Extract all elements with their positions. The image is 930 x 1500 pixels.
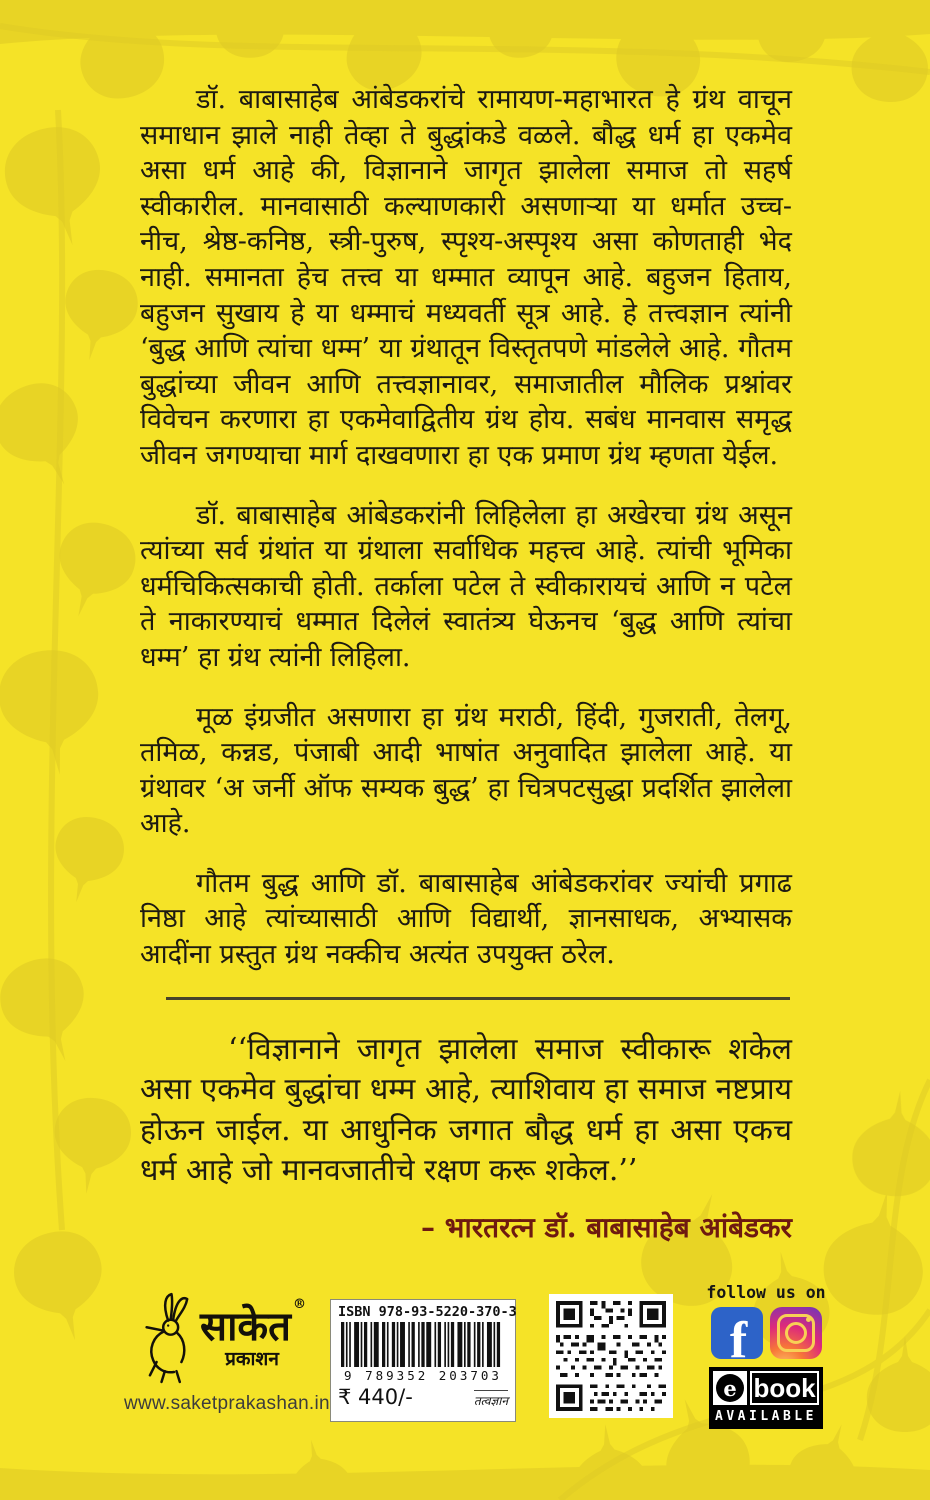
blurb-paragraph-1: डॉ. बाबासाहेब आंबेडकरांचे रामायण-महाभारत हे ग्रंथ वाचून समाधान झाले नाही तेव्हा ते बुद्धांकडे वळले. बौद्ध धर्म हा एकमेव असा धर्म आहे की, विज्ञानाने जागृत झालेला समाज तो सहर्ष स्वीकारील. मानवासाठी कल्याणकारी असणाऱ्या या धर्मात उच्च-नीच, श्रेष्ठ-कनिष्ठ, स्त्री-पुरुष, स्पृश्य-अस्पृश्य असा कोणताही भेद नाही. समानता हेच तत्त्व या धम्मात व्यापून आहे. बहुजन हिताय, बहुजन सुखाय हे या धम्माचं मध्यवर्ती सूत्र आहे. हे तत्त्वज्ञान त्यांनी ‘बुद्ध आणि त्यांचा धम्म’ या ग्रंथातून विस्तृतपणे मांडलेले आहे. गौतम बुद्धांच्या जीवन आणि तत्त्वज्ञानावर, समाजातील मौलिक प्रश्नांवर विवेचन करणारा हा एकमेवाद्वितीय ग्रंथ होय. सबंध मानवास समृद्ध जीवन जगण्याचा मार्ग दाखवणारा हा एक प्रमाण ग्रंथ म्हणता येईल. — [140, 84, 792, 471]
blurb-paragraph-2: डॉ. बाबासाहेब आंबेडकरांनी लिहिलेला हा अखेरचा ग्रंथ असून त्यांच्या सर्व ग्रंथांत या ग्रंथाला सर्वाधिक महत्त्व आहे. त्यांची भूमिका धर्मचिकित्सकाची होती. तर्काला पटेल ते स्वीकारायचं आणि न पटेल ते नाकारण्याचं धम्मात दिलेलं स्वातंत्र्य घेऊनच ‘बुद्ध आणि त्यांचा धम्म’ हा ग्रंथ त्यांनी लिहिला. — [140, 499, 792, 673]
isbn-number: ISBN 978-93-5220-370-3 — [338, 1304, 517, 1320]
publisher-logo — [124, 1287, 320, 1389]
registered-mark: ® — [292, 1296, 306, 1312]
quote-attribution: – भारतरत्न डॉ. बाबासाहेब आंबेडकर — [421, 1210, 792, 1244]
blurb-paragraph-3: मूळ इंग्रजीत असणारा हा ग्रंथ मराठी, हिंदी, गुजराती, तेलगू, तमिळ, कन्नड, पंजाबी आदी भाषांत अनुवादित झालेला आहे. या ग्रंथावर ‘अ जर्नी ऑफ सम्यक बुद्ध’ हा चित्रपटसुद्धा प्रदर्शित झालेला आहे. — [140, 701, 792, 840]
genre-label: तत्वज्ञान — [474, 1390, 508, 1409]
isbn-barcode-box — [330, 1299, 516, 1422]
quote-text: ‘‘विज्ञानाने जागृत झालेला समाज स्वीकारू शकेल असा एकमेव बुद्धांचा धम्म आहे, त्याशिवाय हा समाज नष्टप्राय होऊन जाईल. या आधुनिक जगात बौद्ध धर्म हा असा एकच धर्म आहे जो मानवजातीचे रक्षण करू शकेल.’’ — [140, 1031, 792, 1189]
ebook-book-label: book — [750, 1371, 819, 1405]
ebook-available-badge — [709, 1367, 823, 1429]
price: ₹ 440/- — [338, 1385, 413, 1409]
publisher-subtitle: प्रकाशन — [225, 1348, 279, 1370]
publisher-block — [124, 1287, 330, 1415]
divider-rule — [166, 997, 790, 1000]
back-cover-text — [140, 82, 792, 1246]
barcode — [341, 1322, 505, 1367]
publisher-name: साकेत ® — [200, 1296, 306, 1350]
follow-us-heading: follow us on — [706, 1283, 826, 1302]
bottom-strip — [0, 1283, 930, 1500]
social-block — [700, 1283, 832, 1429]
facebook-icon[interactable]: f — [711, 1307, 763, 1359]
instagram-icon[interactable] — [770, 1307, 822, 1359]
barcode-digits: 9 789352 203703 — [344, 1368, 502, 1383]
blurb-paragraph-4: गौतम बुद्ध आणि डॉ. बाबासाहेब आंबेडकरांवर ज्यांची प्रगाढ निष्ठा आहे त्यांच्यासाठी आणि विद्यार्थी, ज्ञानसाधक, अभ्यासक आदींना प्रस्तुत ग्रंथ नक्कीच अत्यंत उपयुक्त ठरेल. — [140, 867, 792, 971]
qr-code — [549, 1294, 673, 1418]
ebook-available-label: AVAILABLE — [715, 1409, 817, 1424]
publisher-website-link[interactable]: www.saketprakashan.in — [124, 1393, 330, 1414]
rabbit-logo-icon — [140, 1289, 198, 1387]
ebook-e-icon: e — [713, 1371, 747, 1405]
